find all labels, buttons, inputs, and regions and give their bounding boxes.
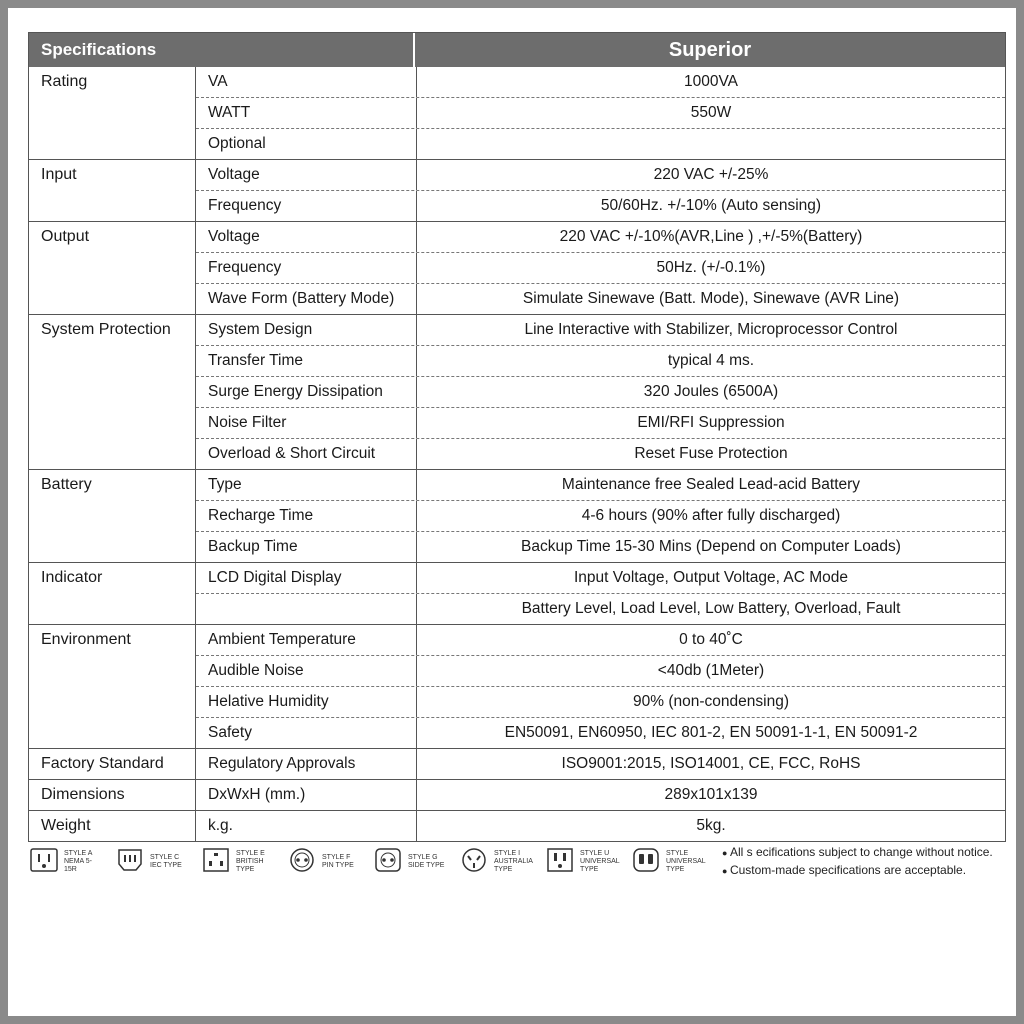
param-value: 4-6 hours (90% after fully discharged) <box>581 507 841 524</box>
spec-row <box>196 717 1005 748</box>
spec-row <box>196 97 1005 128</box>
spec-group <box>29 469 1005 562</box>
category-label: Environment <box>29 625 196 748</box>
param-label: WATT <box>196 98 417 128</box>
plug-label: STYLE I AUSTRALIA TYPE <box>494 850 533 873</box>
param-value: Backup Time 15-30 Mins (Depend on Computer Loads) <box>521 538 901 555</box>
plug-label: STYLE C IEC TYPE <box>150 854 182 869</box>
category-label: Output <box>29 222 196 314</box>
param-value: EN50091, EN60950, IEC 801-2, EN 50091-1-1, EN 50091-2 <box>504 724 918 741</box>
param-label: Transfer Time <box>196 346 417 376</box>
param-value: 5kg. <box>696 817 726 834</box>
plug-type <box>200 846 276 879</box>
plug-type <box>458 846 534 879</box>
spec-group <box>29 159 1005 221</box>
param-label: k.g. <box>196 811 417 841</box>
spec-row <box>196 531 1005 562</box>
table-header <box>29 33 1005 67</box>
spec-row <box>196 222 1005 252</box>
param-value: Line Interactive with Stabilizer, Microprocessor Control <box>524 321 898 338</box>
spec-row <box>196 593 1005 624</box>
spec-group <box>29 314 1005 469</box>
param-label: Voltage <box>196 222 417 252</box>
param-label: Type <box>196 470 417 500</box>
footer <box>28 842 1008 882</box>
param-value: typical 4 ms. <box>667 352 755 369</box>
param-label: Voltage <box>196 160 417 190</box>
spec-group <box>29 221 1005 314</box>
param-label: DxWxH (mm.) <box>196 780 417 810</box>
spec-row <box>196 686 1005 717</box>
spec-row <box>196 315 1005 345</box>
spec-row <box>196 160 1005 190</box>
spec-row <box>196 283 1005 314</box>
plug-label: STYLE E BRITISH TYPE <box>236 850 265 873</box>
universal-plug-icon-2 <box>630 846 666 879</box>
param-value: Input Voltage, Output Voltage, AC Mode <box>573 569 849 586</box>
plug-label: STYLE A NEMA 5-15R <box>64 850 93 873</box>
nema-plug-icon <box>28 846 64 879</box>
param-label: LCD Digital Display <box>196 563 417 593</box>
param-label: Recharge Time <box>196 501 417 531</box>
spec-row <box>196 376 1005 407</box>
spec-group <box>29 562 1005 624</box>
param-label: Audible Noise <box>196 656 417 686</box>
spec-row <box>196 625 1005 655</box>
param-value: 1000VA <box>683 73 738 90</box>
spec-row <box>196 780 1005 810</box>
australia-plug-icon <box>458 846 494 879</box>
param-value: Maintenance free Sealed Lead-acid Battery <box>561 476 861 493</box>
spec-row <box>196 67 1005 97</box>
category-label: Rating <box>29 67 196 159</box>
spec-row <box>196 190 1005 221</box>
param-label: Wave Form (Battery Mode) <box>196 284 417 314</box>
spec-table <box>28 32 1006 842</box>
spec-group <box>29 810 1005 841</box>
spec-row <box>196 128 1005 159</box>
model-header-label: Superior <box>668 38 752 61</box>
spec-groups <box>29 67 1005 841</box>
plug-type <box>544 846 620 879</box>
param-value: 0 to 40˚C <box>679 631 743 648</box>
plug-label: STYLE G SIDE TYPE <box>408 854 445 869</box>
spec-row <box>196 345 1005 376</box>
spec-row <box>196 500 1005 531</box>
param-value: Simulate Sinewave (Batt. Mode), Sinewave (AVR Line) <box>522 290 900 307</box>
spec-row <box>196 252 1005 283</box>
iec-plug-icon <box>114 846 150 879</box>
plug-type <box>28 846 104 879</box>
notes <box>722 844 993 880</box>
spec-group <box>29 67 1005 159</box>
category-label: Factory Standard <box>29 749 196 779</box>
param-value: 220 VAC +/-10%(AVR,Line ) ,+/-5%(Battery) <box>559 228 863 245</box>
param-label: Overload & Short Circuit <box>196 439 417 469</box>
spec-row <box>196 470 1005 500</box>
category-label: Battery <box>29 470 196 562</box>
param-label: Helative Humidity <box>196 687 417 717</box>
param-value: 320 Joules (6500A) <box>643 383 779 400</box>
spec-sheet-page <box>8 8 1016 1016</box>
spec-row <box>196 438 1005 469</box>
plug-type <box>114 846 190 879</box>
param-label: System Design <box>196 315 417 345</box>
spec-row <box>196 655 1005 686</box>
param-label: Frequency <box>196 253 417 283</box>
note-item: ● Custom-made specifications are acceptable. <box>722 862 993 880</box>
param-value: EMI/RFI Suppression <box>637 414 785 431</box>
british-plug-icon <box>200 846 236 879</box>
plug-type <box>286 846 362 879</box>
category-label: Indicator <box>29 563 196 624</box>
param-value: ISO9001:2015, ISO14001, CE, FCC, RoHS <box>561 755 861 772</box>
param-label <box>196 594 417 624</box>
param-label: Frequency <box>196 191 417 221</box>
plug-label: STYLE U UNIVERSAL TYPE <box>580 850 620 873</box>
spec-group <box>29 779 1005 810</box>
category-label: Dimensions <box>29 780 196 810</box>
note-item: ● All s ecifications subject to change without notice. <box>722 844 993 862</box>
param-value <box>417 129 1005 159</box>
spec-group <box>29 748 1005 779</box>
spec-group <box>29 624 1005 748</box>
param-label: Backup Time <box>196 532 417 562</box>
spec-row <box>196 407 1005 438</box>
category-label: Weight <box>29 811 196 841</box>
param-value: 289x101x139 <box>664 786 758 803</box>
spec-row <box>196 563 1005 593</box>
param-value: 50/60Hz. +/-10% (Auto sensing) <box>600 197 822 214</box>
param-value: 550W <box>690 104 732 121</box>
param-label: Safety <box>196 718 417 748</box>
plug-types <box>28 846 716 879</box>
plug-label: STYLE UNIVERSAL TYPE <box>666 850 706 873</box>
param-value: 220 VAC +/-25% <box>653 166 769 183</box>
spec-row <box>196 749 1005 779</box>
plug-type <box>372 846 448 879</box>
category-label: Input <box>29 160 196 221</box>
param-label: VA <box>196 67 417 97</box>
plug-type <box>630 846 706 879</box>
param-value: Reset Fuse Protection <box>634 445 788 462</box>
param-label: Regulatory Approvals <box>196 749 417 779</box>
pin-plug-icon <box>286 846 322 879</box>
param-value: Battery Level, Load Level, Low Battery, Overload, Fault <box>521 600 901 617</box>
spec-row <box>196 811 1005 841</box>
category-label: System Protection <box>29 315 196 469</box>
param-value: 90% (non-condensing) <box>633 693 789 710</box>
universal-plug-icon <box>544 846 580 879</box>
param-value: 50Hz. (+/-0.1%) <box>656 259 766 276</box>
param-label: Noise Filter <box>196 408 417 438</box>
param-label: Optional <box>196 129 417 159</box>
plug-label: STYLE F PIN TYPE <box>322 854 354 869</box>
param-label: Ambient Temperature <box>196 625 417 655</box>
spec-header-label: Specifications <box>29 33 415 67</box>
param-label: Surge Energy Dissipation <box>196 377 417 407</box>
side-plug-icon <box>372 846 408 879</box>
param-value: <40db (1Meter) <box>657 662 765 679</box>
